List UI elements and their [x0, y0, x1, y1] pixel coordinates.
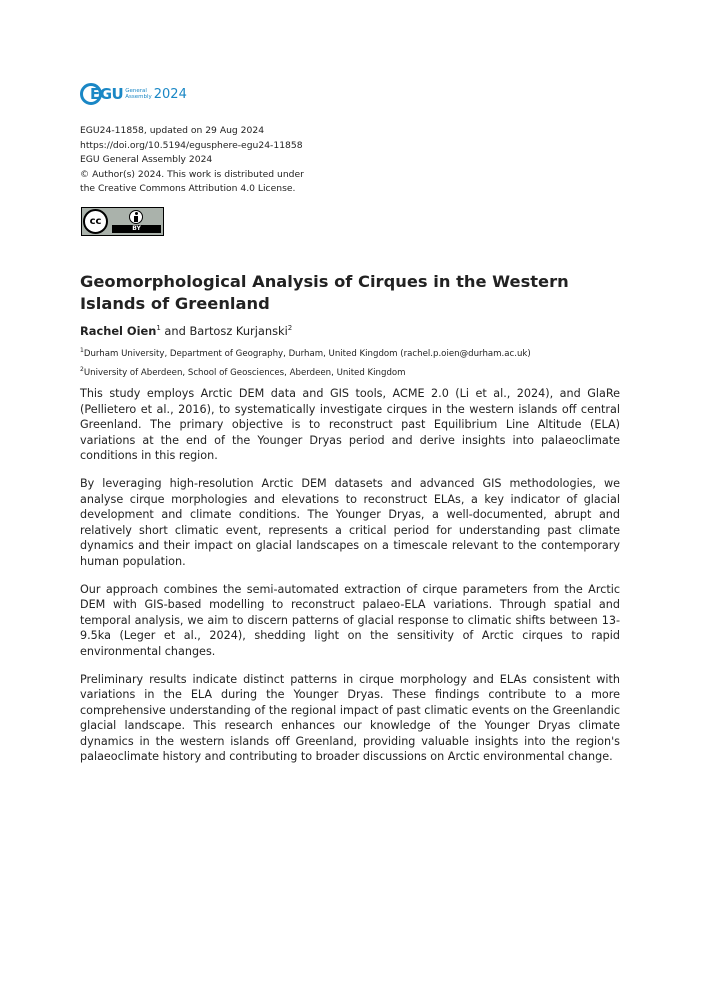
affiliations	[80, 343, 531, 381]
copyright-line-1: © Author(s) 2024. This work is distributed under	[80, 168, 304, 180]
logo-line-1: General	[125, 88, 147, 94]
metadata-block	[80, 124, 304, 197]
paper-title: Geomorphological Analysis of Cirques in the Western Islands of Greenland	[80, 272, 569, 313]
affiliation-sup: 2	[80, 365, 84, 373]
author-joiner: and	[160, 324, 190, 338]
by-label: BY	[112, 225, 161, 233]
abstract-paragraph: Preliminary results indicate distinct patterns in cirque morphology and ELAs consistent with variations in the ELA during the Younger Dryas. These findings contribute to a more comprehensive understanding of the regional impact of past climatic events on the Greenlandic glacial landscape. This research enhances our knowledge of the Younger Dryas climate dynamics in the western islands off Greenland, providing valuable insights into the region's palaeoclimate history and contributing to broader discussions on Arctic environmental change.	[80, 672, 620, 764]
author-second-sup: 2	[287, 324, 293, 333]
doi-link[interactable]: https://doi.org/10.5194/egusphere-egu24-11858	[80, 139, 303, 151]
author-lead: Rachel Oien	[80, 324, 157, 338]
affiliation-text: University of Aberdeen, School of Geosciences, Aberdeen, United Kingdom	[83, 367, 406, 378]
egu-logo	[80, 81, 187, 107]
affiliation-item	[80, 362, 531, 381]
logo-year: 2024	[153, 86, 187, 102]
logo-brand: EGU	[90, 85, 124, 103]
affiliation-item	[80, 343, 531, 362]
abstract-paragraph: This study employs Arctic DEM data and GIS tools, ACME 2.0 (Li et al., 2024), and GlaRe (Pellietero et al., 2016), to systematically investigate cirques in the western islands off central Greenland. The primary objective is to reconstruct past Equilibrium Line Altitude (ELA) variations at the end of the Younger Dryas period and derive insights into palaeoclimate conditions in this region.	[80, 387, 620, 463]
abstract-paragraph: Our approach combines the semi-automated extraction of cirque parameters from the Arctic DEM with GIS-based modelling to reconstruct palaeo-ELA variations. Through spatial and temporal analysis, we aim to discern patterns of glacial response to climatic shifts between 13-9.5ka (Leger et al., 2024), shedding light on the sensitivity of Arctic cirques to rapid environmental changes.	[80, 582, 620, 658]
affiliation-sup: 1	[80, 347, 84, 354]
copyright-line-2: the Creative Commons Attribution 4.0 License.	[80, 183, 296, 195]
cc-icon: cc	[83, 209, 108, 234]
egu-logo-icon	[80, 83, 102, 105]
author-lead-sup: 1	[156, 324, 161, 333]
abstract-body	[80, 386, 620, 777]
author-second: Bartosz Kurjanski	[189, 324, 288, 338]
author-list	[80, 324, 292, 338]
abstract-id: EGU24-11858, updated on 29 Aug 2024	[80, 125, 265, 136]
abstract-paragraph: By leveraging high-resolution Arctic DEM datasets and advanced GIS methodologies, we analyse cirque morphologies and elevations to reconstruct ELAs, a key indicator of glacial development and climate conditions. The Younger Dryas, a well-documented, abrupt and relatively short climatic event, represents a critical period for understanding past climate dynamics and their impact on glacial landscapes on a timescale relevant to the contemporary human population.	[80, 476, 620, 568]
logo-line-2: Assembly	[125, 94, 152, 100]
cc-by-license-badge[interactable]	[81, 207, 164, 236]
affiliation-text: Durham University, Department of Geography, Durham, United Kingdom (rachel.p.oien@durham.ac.uk)	[83, 348, 531, 359]
logo-subtitle	[125, 88, 152, 100]
assembly-name: EGU General Assembly 2024	[80, 154, 213, 166]
attribution-person-icon	[129, 210, 143, 224]
